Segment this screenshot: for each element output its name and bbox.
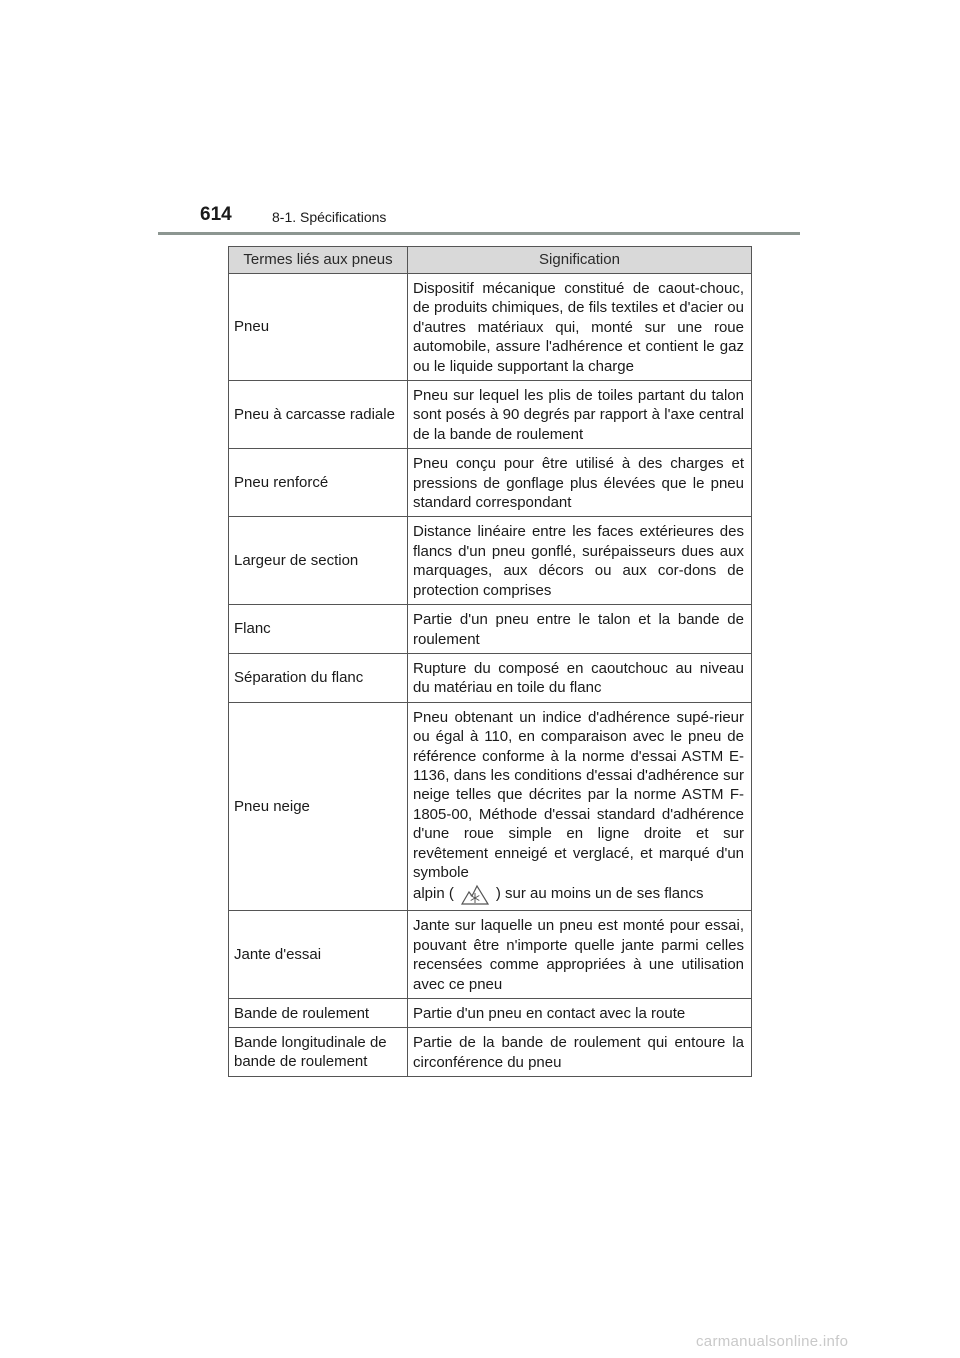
meaning-cell: Partie d'un pneu en contact avec la route bbox=[408, 999, 752, 1028]
term-cell: Pneu à carcasse radiale bbox=[229, 381, 408, 449]
term-cell: Pneu neige bbox=[229, 702, 408, 911]
meaning-cell: Partie de la bande de roulement qui entoure la circonférence du pneu bbox=[408, 1028, 752, 1077]
table-row bbox=[229, 274, 752, 381]
meaning-cell: Jante sur laquelle un pneu est monté pour essai, pouvant être n'importe quelle jante parmi celles recensées comme appropriées à une utilisation avec ce pneu bbox=[408, 911, 752, 999]
term-cell: Pneu bbox=[229, 274, 408, 381]
watermark: carmanualsonline.info bbox=[696, 1333, 849, 1350]
term-cell: Bande longitudinale de bande de roulement bbox=[229, 1028, 408, 1077]
meaning-cell: Pneu sur lequel les plis de toiles partant du talon sont posés à 90 degrés par rapport à l'axe central de la bande de roulement bbox=[408, 381, 752, 449]
table-header-row bbox=[229, 247, 752, 274]
column-header-term: Termes liés aux pneus bbox=[229, 247, 408, 274]
table-row bbox=[229, 999, 752, 1028]
table-row bbox=[229, 911, 752, 999]
term-cell: Séparation du flanc bbox=[229, 653, 408, 702]
meaning-cell: Pneu conçu pour être utilisé à des charges et pressions de gonflage plus élevées que le pneu standard correspondant bbox=[408, 449, 752, 517]
table-row bbox=[229, 605, 752, 654]
meaning-tail-before: alpin ( bbox=[413, 885, 454, 903]
term-cell: Jante d'essai bbox=[229, 911, 408, 999]
tire-terms-table bbox=[228, 246, 752, 1077]
column-header-meaning: Signification bbox=[408, 247, 752, 274]
table-row bbox=[229, 449, 752, 517]
term-cell: Flanc bbox=[229, 605, 408, 654]
term-cell: Bande de roulement bbox=[229, 999, 408, 1028]
header-divider bbox=[158, 232, 800, 235]
term-cell: Largeur de section bbox=[229, 517, 408, 605]
table-row bbox=[229, 702, 752, 911]
meaning-tail-after: ) sur au moins un de ses flancs bbox=[495, 885, 704, 903]
meaning-text: Pneu obtenant un indice d'adhérence supé-rieur ou égal à 110, en comparaison avec le pneu de référence conforme à la norme d'essai ASTM E-1136, dans les conditions d'essai d'adhérence sur neige telles que décrites par la norme ASTM F-1805-00, Méthode d'essai standard d'adhérence d'une roue simple en ligne droite et sur revêtement enneigé et verglacé, et marqué d'un symbole bbox=[413, 708, 744, 881]
meaning-cell: Dispositif mécanique constitué de caout-chouc, de produits chimiques, de fils textiles et d'acier ou d'autres matériaux qui, monté sur une roue automobile, assure l'adhérence et contient le gaz ou le liquide supportant la charge bbox=[408, 274, 752, 381]
meaning-cell: Distance linéaire entre les faces extérieures des flancs d'un pneu gonflé, surépaisseurs dues aux marquages, aux décors ou aux cor-dons de protection comprises bbox=[408, 517, 752, 605]
page-number: 614 bbox=[200, 204, 232, 225]
table-row bbox=[229, 1028, 752, 1077]
table-row bbox=[229, 653, 752, 702]
section-title: 8-1. Spécifications bbox=[272, 209, 387, 225]
alpine-snowflake-icon bbox=[460, 882, 490, 906]
meaning-cell: Partie d'un pneu entre le talon et la bande de roulement bbox=[408, 605, 752, 654]
table-row bbox=[229, 381, 752, 449]
meaning-cell bbox=[408, 702, 752, 911]
table-row bbox=[229, 517, 752, 605]
term-cell: Pneu renforcé bbox=[229, 449, 408, 517]
meaning-cell: Rupture du composé en caoutchouc au niveau du matériau en toile du flanc bbox=[408, 653, 752, 702]
